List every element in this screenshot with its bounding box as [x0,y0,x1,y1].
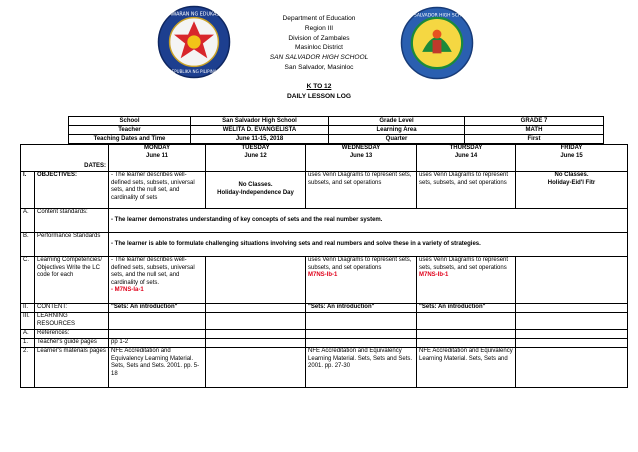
resources-row [21,313,628,330]
objectives-thursday: uses Venn Diagrams to represent sets, subsets, and set operations [417,172,516,209]
content-standards-label: Content standards: [35,209,109,233]
svg-text:SAN SALVADOR HIGH SCHOOL: SAN SALVADOR HIGH SCHOOL [403,13,471,19]
document-header [0,14,638,101]
references-label: References: [35,330,109,339]
day-monday: MONDAY June 11 [109,145,206,172]
content-standards-row [21,209,628,233]
lesson-log-table [20,144,628,388]
lc-code-thursday: M7NS-Ib-1 [419,272,449,279]
teacher-value: WELITA D. EVANGELISTA [191,126,329,135]
competencies-monday: - The learner describes well-defined sets, subsets, universal sets, and the null set, and cardinality of sets. - M7NS-Ia-1 [109,257,206,304]
learners-materials-label: Learner's materials pages [35,348,109,388]
competencies-label: Learning Competencies/ Objectives Write the LC code for each [35,257,109,304]
objectives-label: OBJECTIVES: [35,172,109,209]
objectives-friday: No Classes. Holiday-Eid'l Fitr [516,172,628,209]
grade-label: Grade Level [329,117,465,126]
days-row [21,145,628,172]
performance-label: Performance Standards [35,233,109,257]
competencies-friday [516,257,628,304]
dates-label: DATES: [84,163,107,170]
competencies-tuesday [206,257,306,304]
day-friday: FRIDAY June 15 [516,145,628,172]
day-tuesday: TUESDAY June 12 [206,145,306,172]
grade-value: GRADE 7 [465,117,604,126]
competencies-wednesday: uses Venn Diagrams to represent sets, subsets, and set operations M7NS-Ib-1 [306,257,417,304]
day-thursday: THURSDAY June 14 [417,145,516,172]
objectives-num: I. [21,172,35,209]
competencies-thursday: uses Venn Diagrams to represent sets, subsets, and set operations M7NS-Ib-1 [417,257,516,304]
header-district: Masinloc District [295,44,343,52]
content-tuesday [206,304,306,313]
performance-num: B. [21,233,35,257]
header-program: K TO 12 [306,82,332,90]
content-friday [516,304,628,313]
content-label: CONTENT: [35,304,109,313]
content-standards-text: - The learner demonstrates understanding of key concepts of sets and the real number system. [109,209,628,233]
performance-standards-text: - The learner is able to formulate challenging situations involving sets and real numbers and solve these in a variety of strategies. [109,233,628,257]
resources-label: LEARNING RESOURCES [35,313,109,330]
content-monday: "Sets: An introduction" [109,304,206,313]
area-label: Learning Area [329,126,465,135]
references-row [21,330,628,339]
header-address: San Salvador, Masinloc [284,63,354,71]
competencies-row [21,257,628,304]
content-wednesday: "Sets: An introduction" [306,304,417,313]
competencies-num: C. [21,257,35,304]
day-wednesday: WEDNESDAY June 13 [306,145,417,172]
area-value: MATH [465,126,604,135]
dates-cell [21,145,109,172]
content-thursday: "Sets: An introduction" [417,304,516,313]
school-label: School [69,117,191,126]
learners-materials-thursday: NFE Accreditation and Equivalency Learning Material. Sets, Sets and [417,348,516,388]
objectives-wednesday: uses Venn Diagrams to represent sets, subsets, and set operations [306,172,417,209]
info-row-school [69,117,604,126]
learners-materials-tuesday [206,348,306,388]
lc-code-wednesday: M7NS-Ib-1 [308,272,338,279]
content-num: II. [21,304,35,313]
header-school: SAN SALVADOR HIGH SCHOOL [269,54,369,62]
teachers-guide-monday: pp 1-2 [109,339,206,348]
learners-materials-monday: NFE Accreditation and Equivalency Learning Material. Sets, Sets and Sets. 2001. pp. 5-18 [109,348,206,388]
learners-materials-friday [516,348,628,388]
svg-text:KAGAWARAN NG EDUKASYON: KAGAWARAN NG EDUKASYON [158,12,230,18]
dates-label: Teaching Dates and Time [69,135,191,144]
dates-value: June 11-15, 2018 [191,135,329,144]
content-row [21,304,628,313]
content-standards-num: A. [21,209,35,233]
header-title: DAILY LESSON LOG [286,92,352,100]
learners-materials-wednesday: NFE Accreditation and Equivalency Learning Material. Sets, Sets and Sets. 2001. pp. 27-30 [306,348,417,388]
quarter-value: First [465,135,604,144]
learners-materials-row [21,348,628,388]
teachers-guide-label: Teacher's guide pages [35,339,109,348]
school-value: San Salvador High School [191,117,329,126]
info-row-dates [69,135,604,144]
performance-standards-row [21,233,628,257]
references-num: A. [21,330,35,339]
header-region: Region III [304,24,334,32]
objectives-tuesday: No Classes. Holiday-Independence Day [206,172,306,209]
teachers-guide-row [21,339,628,348]
learners-materials-num: 2. [21,348,35,388]
quarter-label: Quarter [329,135,465,144]
info-row-teacher [69,126,604,135]
header-division: Division of Zambales [288,34,350,42]
objectives-monday: - The learner describes well-defined sets, subsets, universal sets, and the null set, and cardinality of sets [109,172,206,209]
resources-num: III. [21,313,35,330]
objectives-row [21,172,628,209]
teacher-label: Teacher [69,126,191,135]
svg-text:REPUBLIKA NG PILIPINAS: REPUBLIKA NG PILIPINAS [168,69,220,75]
header-department: Department of Education [282,15,356,22]
teachers-guide-num: 1. [21,339,35,348]
info-table [68,116,604,144]
lc-code-monday: - M7NS-Ia-1 [111,287,144,294]
